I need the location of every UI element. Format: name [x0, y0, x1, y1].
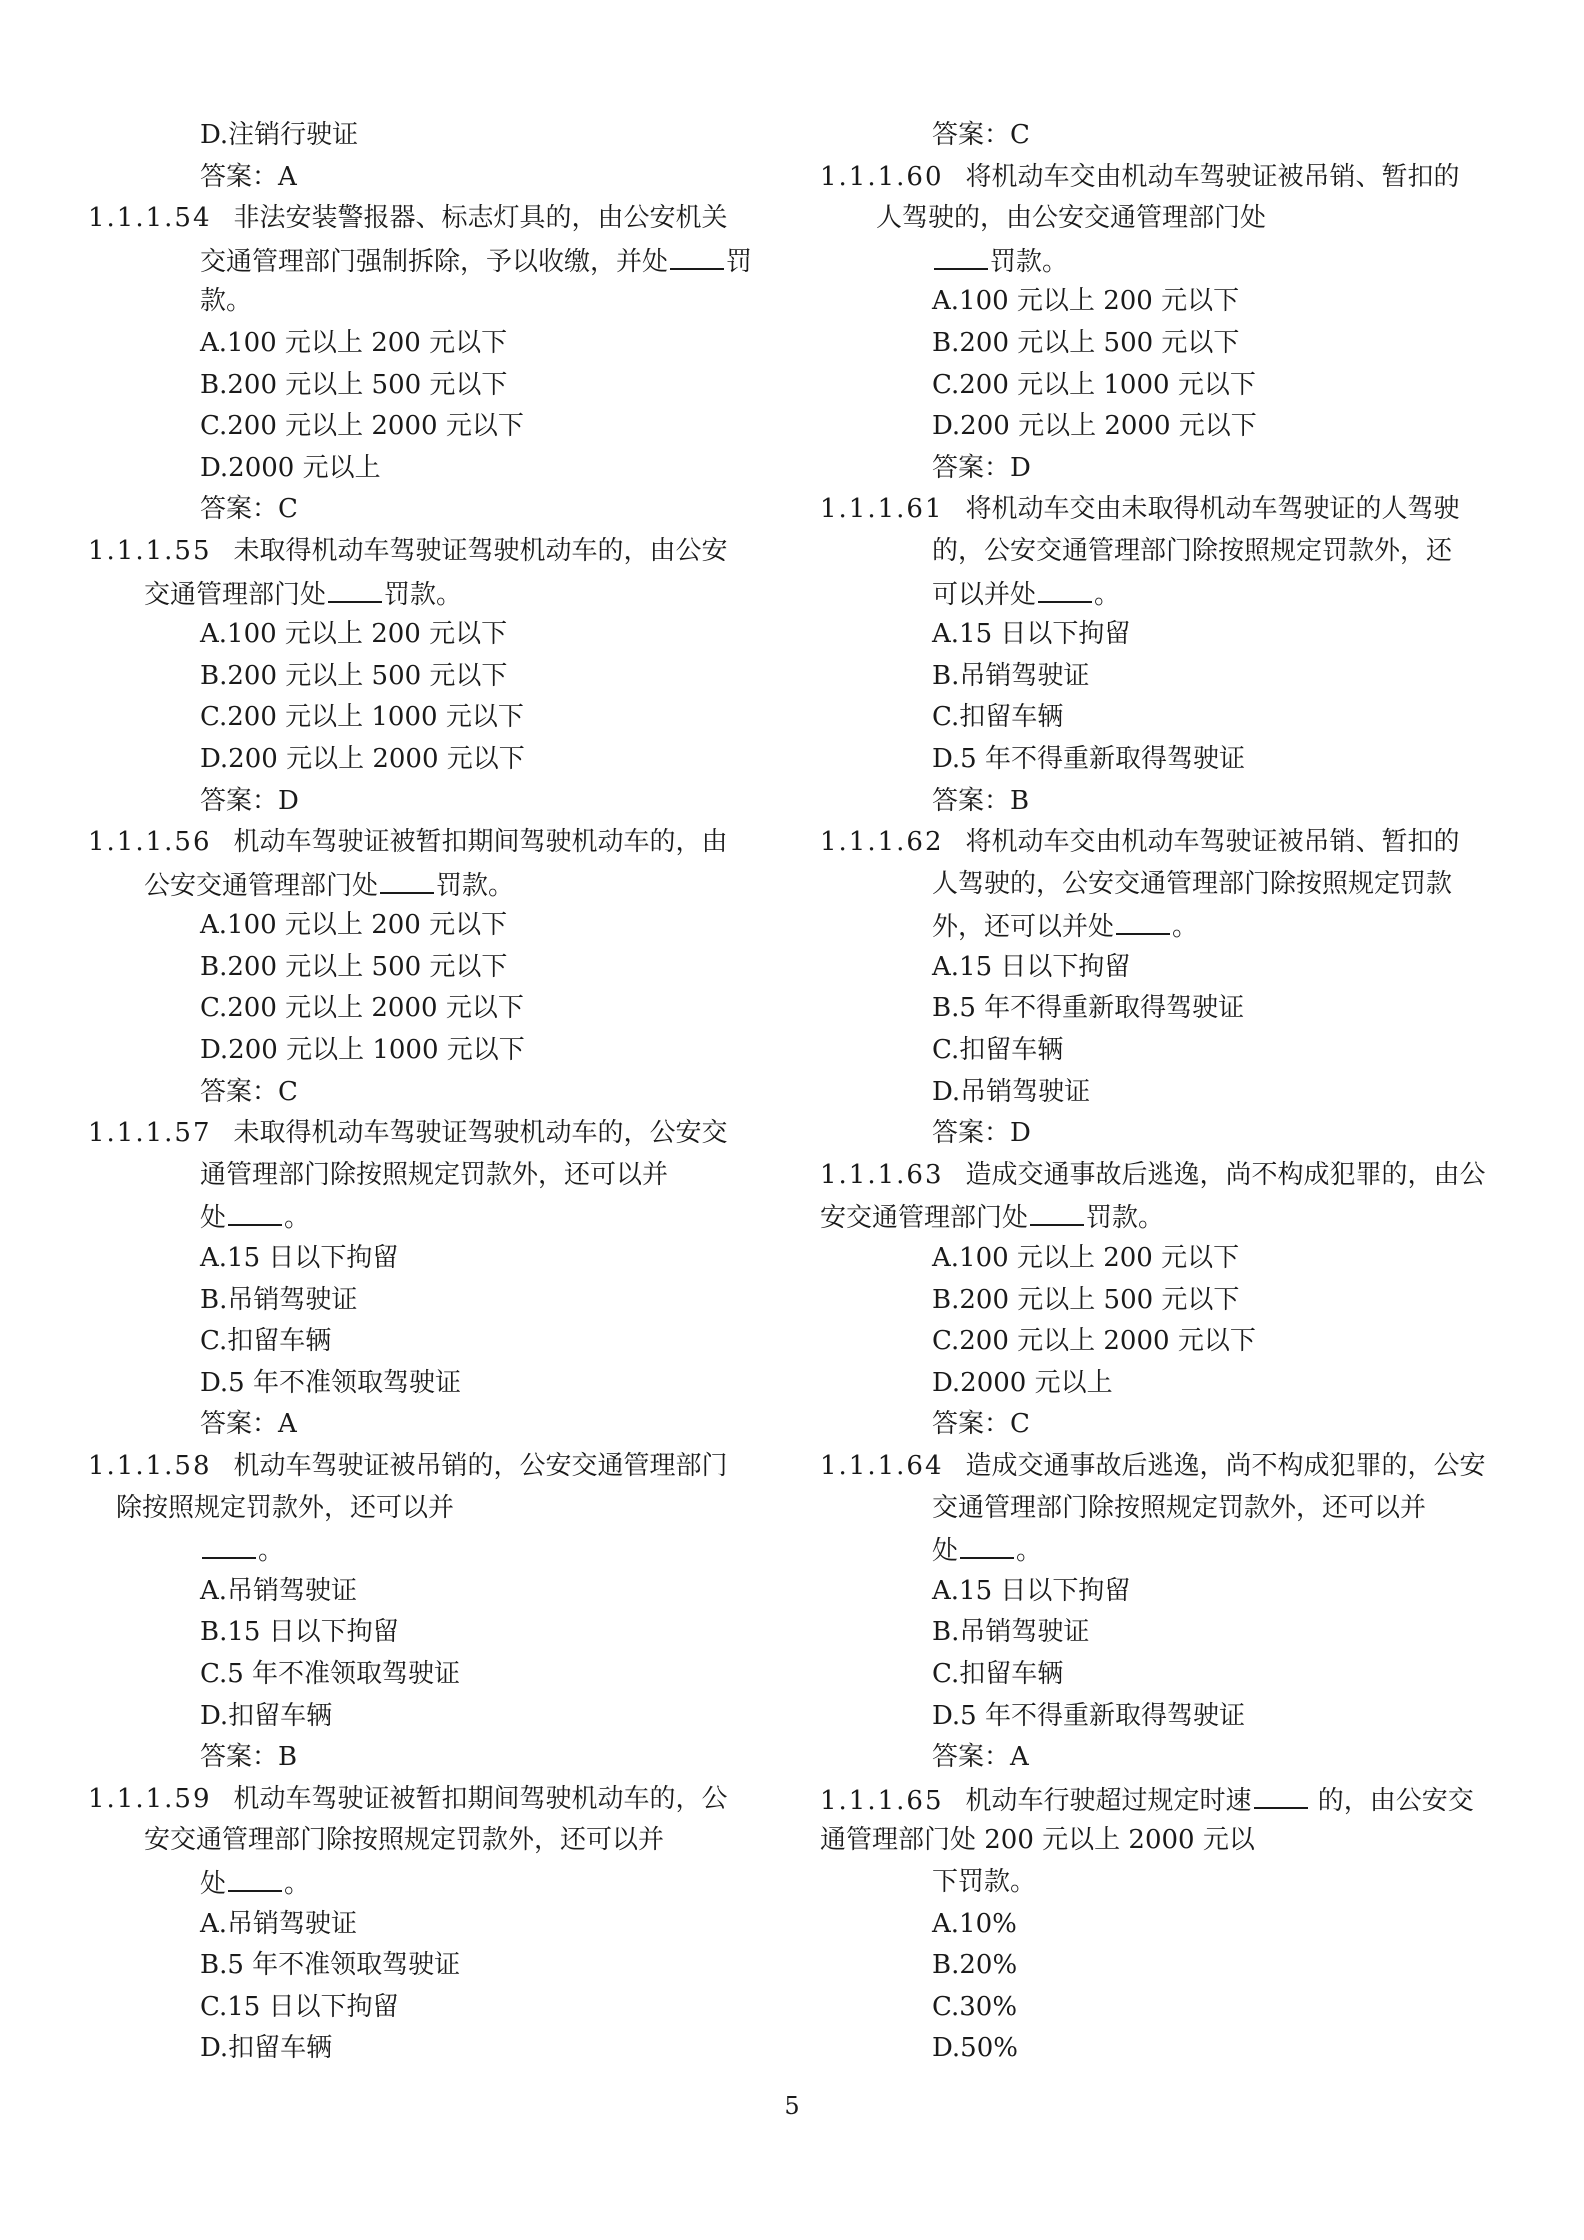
- text-line: [88, 1571, 768, 1613]
- line-text: 答案：C: [932, 120, 1030, 150]
- line-text: 机动车驾驶证被暂扣期间驾驶机动车的，由: [233, 827, 728, 858]
- line-text: 机动车驾驶证被暂扣期间驾驶机动车的，公: [233, 1783, 728, 1814]
- text-line: [820, 240, 1500, 282]
- line-text: 答案：B: [932, 785, 1030, 816]
- fill-blank: [934, 240, 988, 270]
- line-text-after-blank: 罚款。: [384, 579, 463, 610]
- line-text: 公安交通管理部门处: [144, 870, 379, 901]
- line-text: B.200 元以上 500 元以下: [200, 660, 508, 691]
- line-text-after-blank: 罚: [726, 246, 753, 277]
- question-line: [88, 1113, 768, 1155]
- line-text: D.200 元以上 2000 元以下: [932, 411, 1257, 442]
- text-line: [88, 1363, 768, 1405]
- line-text: C.扣留车辆: [932, 702, 1064, 733]
- line-text: A.100 元以上 200 元以下: [200, 619, 508, 650]
- text-line: [88, 947, 768, 989]
- line-text: B.20%: [932, 1950, 1018, 1981]
- text-line: [820, 947, 1500, 989]
- line-text: B.200 元以上 500 元以下: [200, 369, 508, 400]
- line-text: C.扣留车辆: [932, 1035, 1064, 1066]
- text-line: [88, 1280, 768, 1322]
- line-text: 答案：C: [200, 494, 298, 525]
- text-line: [88, 905, 768, 947]
- text-line: [820, 1404, 1500, 1446]
- text-line: [820, 573, 1500, 615]
- line-text-after-blank: 。: [1172, 912, 1199, 943]
- question-line: [88, 198, 768, 240]
- text-line: [820, 1113, 1500, 1155]
- text-line: [820, 781, 1500, 823]
- text-line: [88, 1862, 768, 1904]
- text-line: [820, 739, 1500, 781]
- text-line: [820, 1030, 1500, 1072]
- question-line: [88, 1446, 768, 1488]
- line-text: 款。: [200, 286, 253, 317]
- question-number: 1.1.1.58: [88, 1451, 212, 1481]
- text-line: [820, 1072, 1500, 1114]
- question-line: [820, 489, 1500, 531]
- text-line: [820, 406, 1500, 448]
- line-text: 答案：A: [200, 1409, 297, 1440]
- line-text: C.200 元以上 2000 元以下: [200, 411, 524, 442]
- line-text: 机动车行驶超过规定时速: [965, 1785, 1252, 1816]
- text-line: [88, 864, 768, 906]
- line-text: A.100 元以上 200 元以下: [200, 910, 508, 941]
- text-line: [88, 1945, 768, 1987]
- line-text: C.200 元以上 1000 元以下: [932, 369, 1256, 400]
- line-text: B.200 元以上 500 元以下: [932, 327, 1240, 358]
- line-text: A.吊销驾驶证: [200, 1908, 358, 1939]
- line-text: 可以并处: [932, 579, 1037, 610]
- line-text: 未取得机动车驾驶证驾驶机动车的，由公安: [233, 535, 728, 566]
- line-text: A.吊销驾驶证: [200, 1575, 358, 1606]
- text-line: [88, 1987, 768, 2029]
- line-text: D.注销行驶证: [200, 120, 359, 150]
- line-text: 答案：A: [932, 1742, 1029, 1773]
- text-line: [88, 489, 768, 531]
- question-line: [820, 1155, 1500, 1197]
- question-number: 1.1.1.63: [820, 1159, 944, 1190]
- line-text: 处: [200, 1203, 227, 1234]
- line-text: 交通管理部门强制拆除，予以收缴，并处: [200, 246, 669, 277]
- question-line: [820, 822, 1500, 864]
- line-text: 除按照规定罚款外，还可以并: [116, 1492, 455, 1523]
- fill-blank: [1254, 1779, 1308, 1809]
- line-text: B.15 日以下拘留: [200, 1617, 399, 1648]
- line-text: C.扣留车辆: [932, 1658, 1064, 1689]
- line-text: C.200 元以上 2000 元以下: [932, 1326, 1256, 1357]
- text-line: [820, 1737, 1500, 1779]
- text-line: [88, 1155, 768, 1197]
- line-text: 人驾驶的，公安交通管理部门除按照规定罚款: [932, 868, 1453, 899]
- question-number: 1.1.1.64: [820, 1451, 944, 1481]
- text-line: [820, 2028, 1500, 2070]
- text-line: [88, 1904, 768, 1946]
- text-line: [88, 448, 768, 490]
- line-text: B.5 年不得重新取得驾驶证: [932, 993, 1245, 1024]
- line-text: C.15 日以下拘留: [200, 1991, 399, 2022]
- text-line: [820, 1196, 1500, 1238]
- line-text-after-blank: 。: [284, 1203, 311, 1234]
- left-column: [88, 115, 768, 2070]
- text-line: [88, 365, 768, 407]
- line-text-after-blank: 的，由公安交: [1309, 1785, 1474, 1816]
- line-text: 处: [200, 1868, 227, 1899]
- line-text: A.15 日以下拘留: [200, 1243, 399, 1274]
- line-text: 的，公安交通管理部门除按照规定罚款外，还: [932, 535, 1453, 566]
- question-number: 1.1.1.55: [88, 535, 212, 566]
- text-line: [820, 115, 1500, 157]
- text-line: [88, 115, 768, 157]
- question-line: [820, 157, 1500, 199]
- text-line: [820, 1862, 1500, 1904]
- line-text: D.扣留车辆: [200, 2033, 333, 2064]
- text-line: [88, 1488, 768, 1530]
- text-line: [88, 781, 768, 823]
- fill-blank: [670, 240, 724, 270]
- line-text: A.100 元以上 200 元以下: [932, 286, 1240, 317]
- line-text: 答案：D: [932, 452, 1031, 483]
- text-line: [88, 1238, 768, 1280]
- text-line: [88, 323, 768, 365]
- line-text-after-blank: 罚款。: [1086, 1203, 1165, 1234]
- line-text: C.扣留车辆: [200, 1326, 332, 1357]
- text-line: [820, 1280, 1500, 1322]
- line-text: 造成交通事故后逃逸，尚不构成犯罪的，公安: [965, 1451, 1486, 1481]
- question-number: 1.1.1.61: [820, 494, 944, 525]
- line-text: B.吊销驾驶证: [200, 1284, 358, 1315]
- line-text: A.100 元以上 200 元以下: [200, 327, 508, 358]
- fill-blank: [328, 573, 382, 603]
- line-text: 外，还可以并处: [932, 912, 1115, 943]
- line-text: D.5 年不准领取驾驶证: [200, 1367, 461, 1398]
- line-text: 安交通管理部门处: [820, 1203, 1029, 1234]
- text-line: [88, 614, 768, 656]
- line-text: B.吊销驾驶证: [932, 1617, 1090, 1648]
- line-text: C.200 元以上 2000 元以下: [200, 993, 524, 1024]
- text-line: [820, 365, 1500, 407]
- line-text: D.吊销驾驶证: [932, 1076, 1091, 1107]
- line-text: 答案：D: [932, 1118, 1031, 1149]
- text-line: [88, 157, 768, 199]
- line-text: 将机动车交由未取得机动车驾驶证的人驾驶: [965, 494, 1460, 525]
- line-text: D.2000 元以上: [932, 1367, 1113, 1398]
- text-line: [88, 1737, 768, 1779]
- line-text: 下罚款。: [932, 1866, 1037, 1897]
- question-line: [820, 1779, 1500, 1821]
- text-line: [820, 198, 1500, 240]
- fill-blank: [1038, 573, 1092, 603]
- text-line: [820, 1571, 1500, 1613]
- question-number: 1.1.1.59: [88, 1783, 212, 1814]
- line-text: 造成交通事故后逃逸，尚不构成犯罪的，由公: [965, 1159, 1486, 1190]
- question-number: 1.1.1.65: [820, 1785, 944, 1816]
- line-text: D.5 年不得重新取得驾驶证: [932, 743, 1245, 774]
- line-text: 人驾驶的，由公安交通管理部门处: [876, 203, 1267, 234]
- line-text-after-blank: 。: [258, 1536, 285, 1567]
- text-line: [820, 323, 1500, 365]
- text-line: [820, 1529, 1500, 1571]
- fill-blank: [960, 1529, 1014, 1559]
- text-line: [820, 1654, 1500, 1696]
- line-text: 答案：C: [932, 1409, 1030, 1440]
- line-text: C.5 年不准领取驾驶证: [200, 1658, 461, 1689]
- text-line: [88, 281, 768, 323]
- text-line: [88, 1404, 768, 1446]
- line-text: A.10%: [932, 1908, 1017, 1939]
- line-text-after-blank: 罚款。: [436, 870, 515, 901]
- question-number: 1.1.1.60: [820, 161, 944, 192]
- line-text: B.200 元以上 500 元以下: [932, 1284, 1240, 1315]
- text-line: [88, 739, 768, 781]
- text-line: [820, 614, 1500, 656]
- line-text: 交通管理部门除按照规定罚款外，还可以并: [932, 1492, 1427, 1523]
- fill-blank: [380, 864, 434, 894]
- line-text: B.200 元以上 500 元以下: [200, 951, 508, 982]
- line-text: 机动车驾驶证被吊销的，公安交通管理部门: [233, 1451, 728, 1481]
- line-text: D.200 元以上 2000 元以下: [200, 743, 525, 774]
- text-line: [88, 656, 768, 698]
- line-text: A.15 日以下拘留: [932, 619, 1131, 650]
- line-text: D.50%: [932, 2033, 1018, 2064]
- text-line: [820, 1987, 1500, 2029]
- line-text-after-blank: 。: [1016, 1536, 1043, 1567]
- text-line: [88, 1696, 768, 1738]
- line-text: D.2000 元以上: [200, 452, 381, 483]
- fill-blank: [202, 1529, 256, 1559]
- line-text: 将机动车交由机动车驾驶证被吊销、暂扣的: [965, 827, 1460, 858]
- text-line: [88, 240, 768, 282]
- text-line: [88, 1030, 768, 1072]
- question-number: 1.1.1.57: [88, 1118, 212, 1149]
- text-line: [88, 1321, 768, 1363]
- line-text: B.5 年不准领取驾驶证: [200, 1950, 461, 1981]
- text-line: [88, 2028, 768, 2070]
- text-line: [820, 1696, 1500, 1738]
- line-text: D.5 年不得重新取得驾驶证: [932, 1700, 1245, 1731]
- text-line: [88, 1196, 768, 1238]
- line-text: 通管理部门除按照规定罚款外，还可以并: [200, 1159, 669, 1190]
- fill-blank: [228, 1862, 282, 1892]
- line-text: 未取得机动车驾驶证驾驶机动车的，公安交: [233, 1118, 728, 1149]
- line-text: 通管理部门处 200 元以上 2000 元以: [820, 1825, 1255, 1856]
- text-line: [820, 864, 1500, 906]
- text-line: [820, 1488, 1500, 1530]
- text-line: [820, 448, 1500, 490]
- text-line: [820, 656, 1500, 698]
- text-line: [820, 531, 1500, 573]
- line-text: A.100 元以上 200 元以下: [932, 1243, 1240, 1274]
- text-line: [88, 406, 768, 448]
- text-line: [88, 1612, 768, 1654]
- right-column: [820, 115, 1500, 2070]
- text-line: [88, 1654, 768, 1696]
- line-text-after-blank: 。: [1094, 579, 1121, 610]
- text-line: [820, 1321, 1500, 1363]
- question-line: [88, 531, 768, 573]
- text-line: [820, 281, 1500, 323]
- page-number: 5: [784, 2092, 800, 2120]
- line-text: 答案：B: [200, 1742, 298, 1773]
- text-line: [88, 1529, 768, 1571]
- text-line: [88, 1820, 768, 1862]
- line-text: 将机动车交由机动车驾驶证被吊销、暂扣的: [965, 161, 1460, 192]
- question-number: 1.1.1.62: [820, 827, 944, 858]
- line-text: 非法安装警报器、标志灯具的，由公安机关: [233, 203, 728, 234]
- text-line: [820, 1820, 1500, 1862]
- line-text: A.15 日以下拘留: [932, 1575, 1131, 1606]
- question-number: 1.1.1.56: [88, 827, 212, 858]
- line-text: 安交通管理部门除按照规定罚款外，还可以并: [144, 1825, 665, 1856]
- line-text-after-blank: 。: [284, 1868, 311, 1899]
- line-text: D.200 元以上 1000 元以下: [200, 1035, 525, 1066]
- fill-blank: [228, 1196, 282, 1226]
- text-line: [820, 1363, 1500, 1405]
- question-line: [88, 822, 768, 864]
- line-text: 答案：C: [200, 1076, 298, 1107]
- text-line: [820, 1945, 1500, 1987]
- question-number: 1.1.1.54: [88, 203, 212, 234]
- fill-blank: [1030, 1196, 1084, 1226]
- line-text: A.15 日以下拘留: [932, 951, 1131, 982]
- text-line: [820, 1612, 1500, 1654]
- text-line: [820, 1238, 1500, 1280]
- fill-blank: [1116, 905, 1170, 935]
- text-line: [820, 988, 1500, 1030]
- text-line: [88, 1072, 768, 1114]
- line-text: B.吊销驾驶证: [932, 660, 1090, 691]
- line-text: C.200 元以上 1000 元以下: [200, 702, 524, 733]
- text-line: [820, 1904, 1500, 1946]
- question-line: [88, 1779, 768, 1821]
- text-line: [820, 905, 1500, 947]
- line-text: 处: [932, 1536, 959, 1567]
- text-line: [88, 697, 768, 739]
- question-line: [820, 1446, 1500, 1488]
- line-text: 答案：D: [200, 785, 299, 816]
- line-text: 交通管理部门处: [144, 579, 327, 610]
- text-line: [88, 988, 768, 1030]
- line-text: D.扣留车辆: [200, 1700, 333, 1731]
- line-text: C.30%: [932, 1991, 1018, 2022]
- text-line: [88, 573, 768, 615]
- text-line: [820, 697, 1500, 739]
- line-text: 答案：A: [200, 161, 297, 192]
- line-text-after-blank: 罚款。: [990, 246, 1069, 277]
